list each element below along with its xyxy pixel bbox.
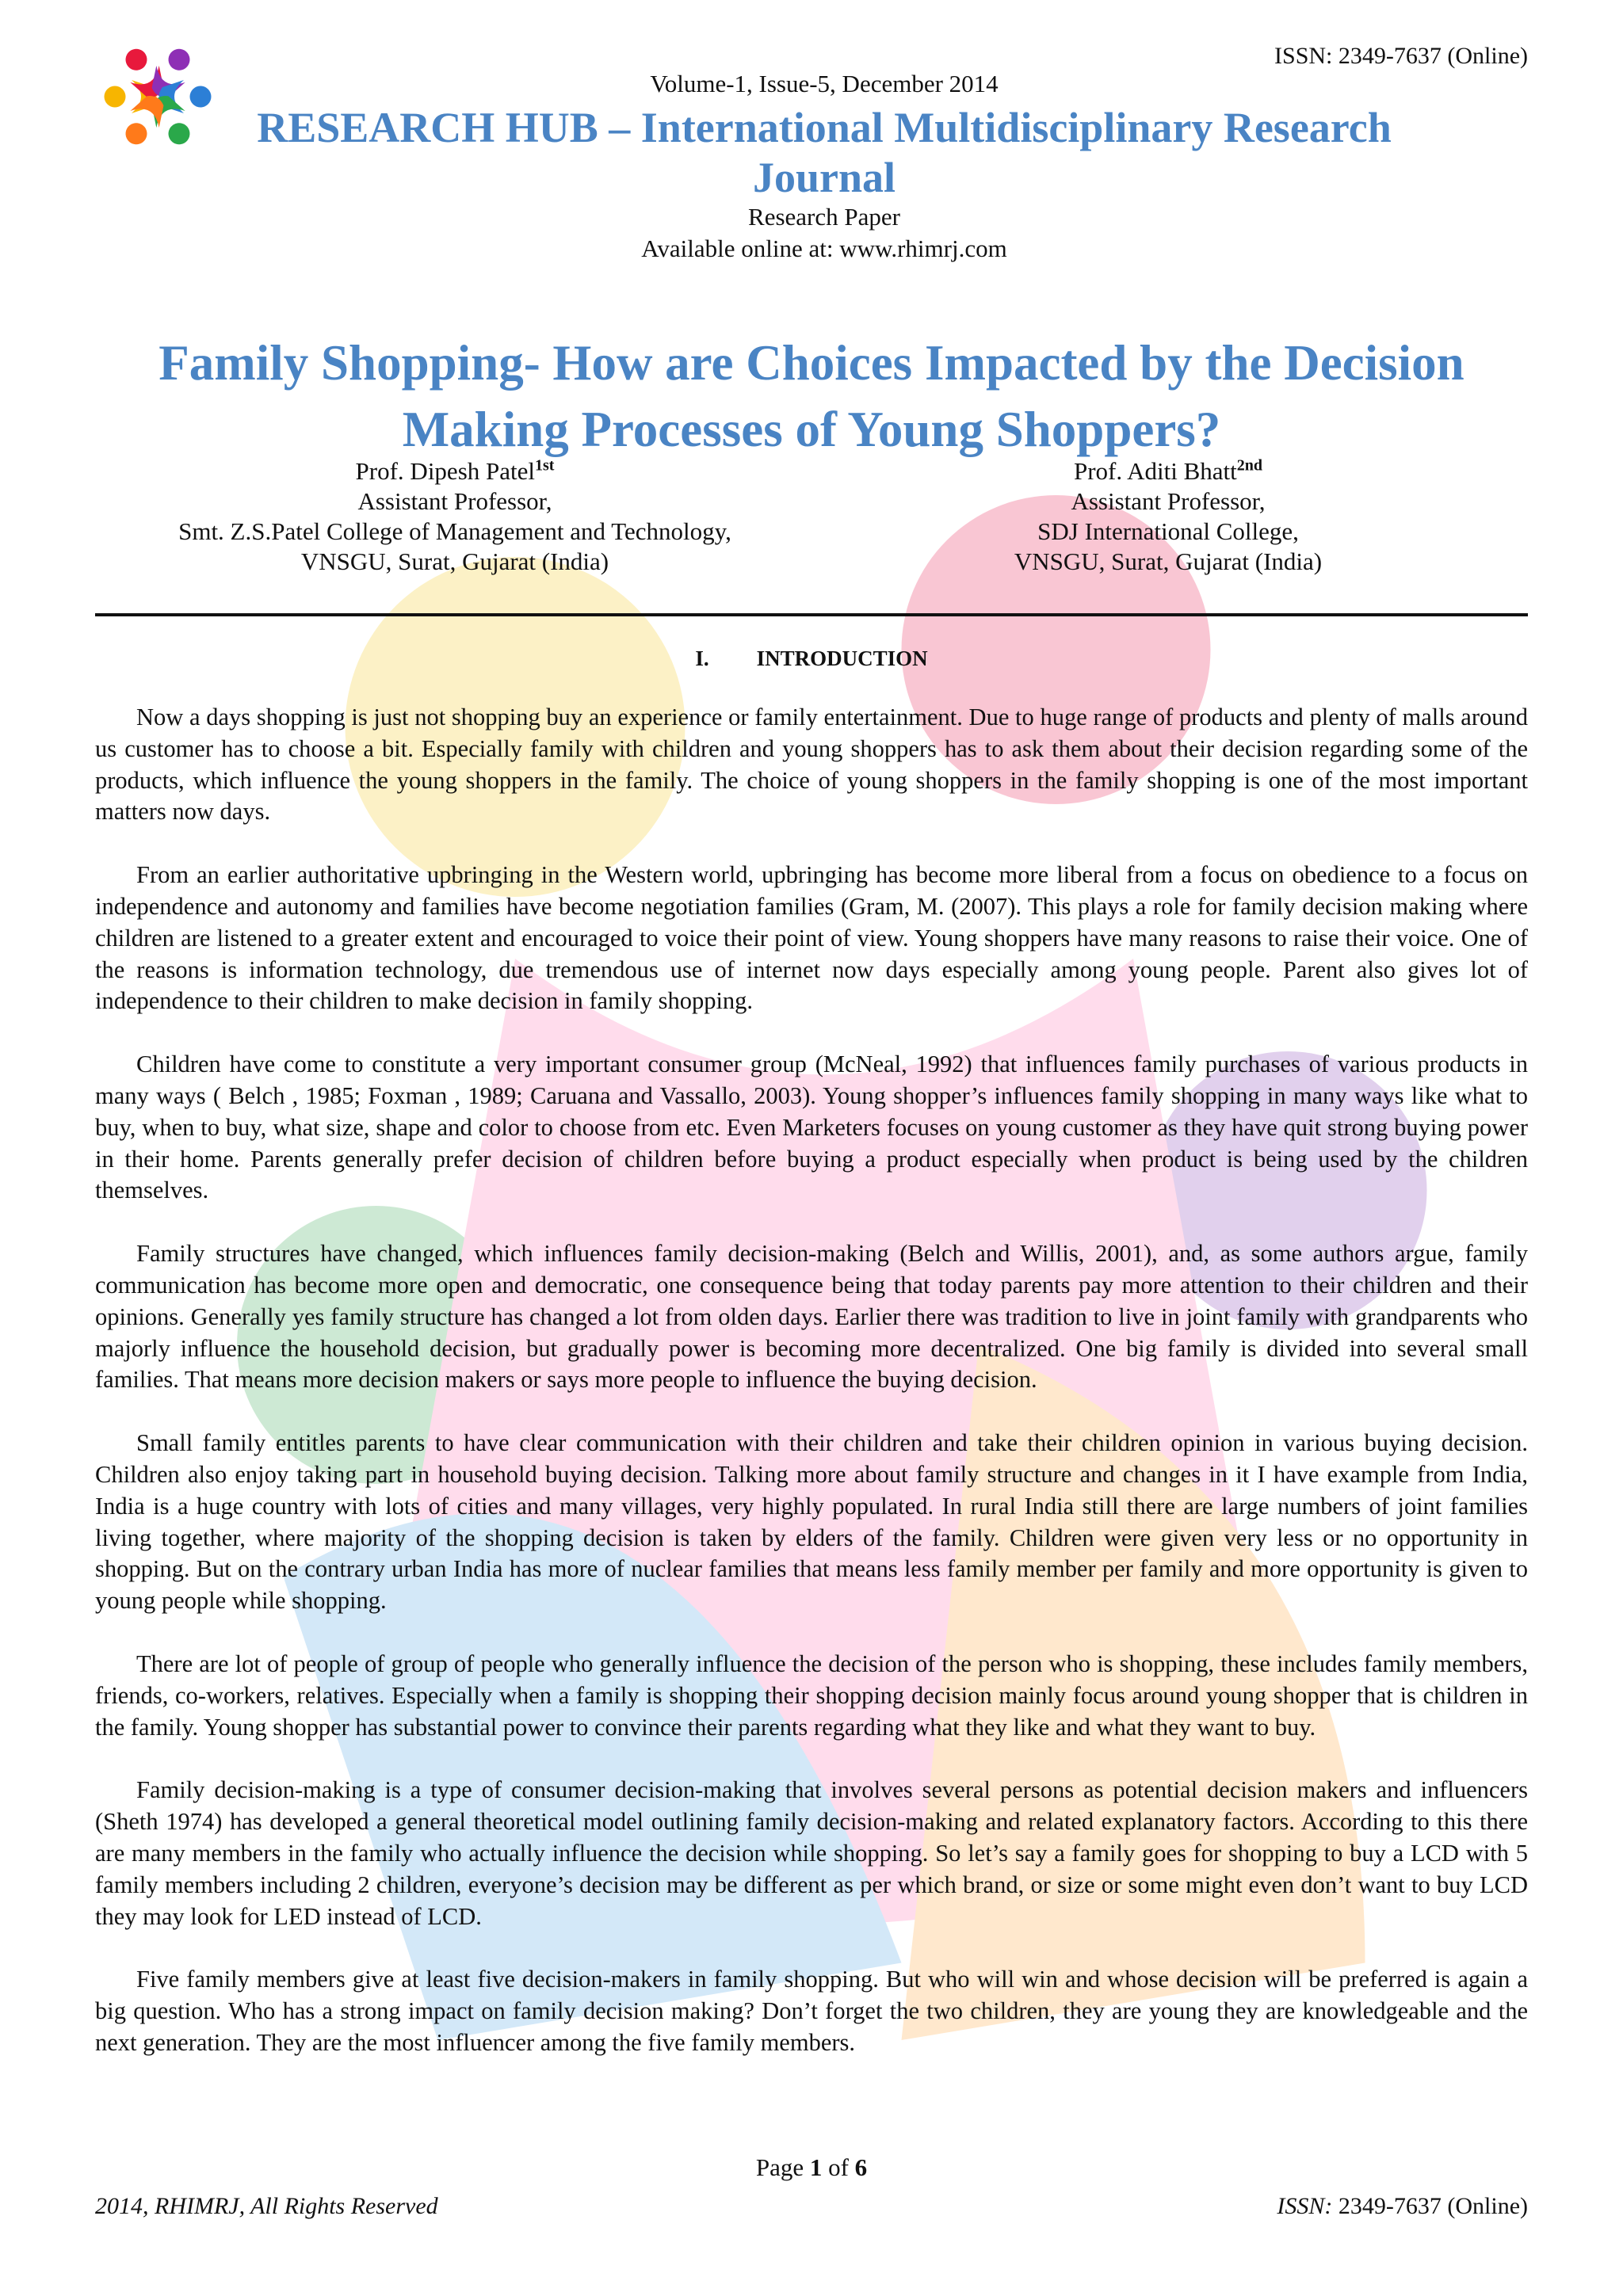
footer-issn-value: 2349-7637 (Online) (1338, 2193, 1528, 2219)
header-divider (95, 613, 1528, 616)
paragraph: Family structures have changed, which influences family decision-making (Belch and Willis, 2001), and, as some authors argue, family communication has become more open and democratic, one consequence being that today parents pay more attention to their children and their opinions. Generally yes family structure has changed a lot from olden days. Earlier there was tradition to live in joint family with grandparents who majorly influence the household decision, but gradually power is becoming more decentralized. One big family is divided into several small families. That means more decision makers or says more people to influence the buying decision. (95, 1240, 1528, 1394)
available-online: Available online at: www.rhimrj.com (641, 235, 1007, 262)
paper-type: Research Paper (748, 203, 900, 231)
paragraph: Small family entitles parents to have clear communication with their children and take their children opinion in various buying decision. Children also enjoy taking part in household buying decision. Talking more about family structure and changes in it I have example from India, India is a huge country with lots of cities and many villages, very highly populated. In rural India still there are large numbers of joint families living together, where majority of the shopping decision is taken by elders of the family. Children were given very less or no opportunity in shopping. But on the contrary urban India has more of nuclear families that means less family member per family and more opportunity is given to young people while shopping. (95, 1429, 1528, 1615)
page-word: Page (755, 2153, 804, 2181)
paragraph: Family decision-making is a type of consumer decision-making that involves several persons as potential decision makers and influencers (Sheth 1974) has developed a general theoretical model outlining family decision-making and related explanatory factors. According to this there are many members in the family who actually influence the decision while shopping. So let’s say a family goes for shopping to buy a LCD with 5 family members including 2 children, everyone’s decision may be different as per which brand, or size or some might even don’t want to buy LCD they may look for LED instead of LCD. (95, 1776, 1528, 1930)
page-of: of (828, 2153, 849, 2181)
paragraph: Now a days shopping is just not shopping buy an experience or family entertainment. Due to huge range of products and plenty of malls around us customer has to choose a bit. Especially family with children and young shoppers has to ask them about their decision regarding some of the products, which influence the young shoppers in the family. The choice of young shoppers in the family shopping is one of the most important matters now days. (95, 704, 1528, 826)
journal-name: RESEARCH HUB – International Multidisciplinary Research Journal (257, 104, 1392, 201)
author-name: Prof. Dipesh Patel (355, 457, 535, 485)
author-block-1 (114, 456, 796, 577)
journal-logo-icon (94, 35, 222, 154)
body-text (95, 702, 1528, 2091)
footer-issn-label: ISSN: (1277, 2193, 1333, 2219)
author-name-line (114, 456, 796, 486)
paragraph: Five family members give at least five decision-makers in family shopping. But who will win and whose decision will be preferred is again a big question. Who has a strong impact on family decision making? Don’t forget the two children, they are young they are knowledgeable and the next generation. They are the most influencer among the five family members. (95, 1966, 1528, 2056)
section-number: I. (695, 646, 709, 670)
paper-title: Family Shopping- How are Choices Impacted by the Decision Making Processes of Young Shoppers? (158, 335, 1465, 458)
volume-issue: Volume-1, Issue-5, December 2014 (650, 70, 999, 97)
paragraph: Children have come to constitute a very important consumer group (McNeal, 1992) that influences family purchases of various products in many ways ( Belch , 1985; Foxman , 1989; Caruana and Vassallo, 2003). Young shopper’s influences family shopping in many ways like what to buy, when to buy, what size, shape and color to choose from etc. Even Marketers focuses on young customer as they have quit strong buying power in their home. Parents generally prefer decision of children before buying a product especially when product is being used by the children themselves. (95, 1051, 1528, 1204)
author-location: VNSGU, Surat, Gujarat (India) (1014, 547, 1323, 575)
author-position: Assistant Professor, (357, 487, 552, 515)
issn-header: ISSN: 2349-7637 (Online) (1274, 43, 1528, 69)
page-current: 1 (809, 2153, 823, 2181)
author-position: Assistant Professor, (1071, 487, 1266, 515)
author-name: Prof. Aditi Bhatt (1073, 457, 1237, 485)
author-name-line (827, 456, 1509, 486)
paragraph: There are lot of people of group of people who generally influence the decision of the person who is shopping, these includes family members, friends, co-workers, relatives. Especially when a family is shopping their shopping decision mainly focus around young shopper that is children in the family. Young shopper has substantial power to convince their parents regarding what they like and what they want to buy. (95, 1650, 1528, 1741)
page-number (0, 2153, 1623, 2182)
author-institution: SDJ International College, (1037, 517, 1299, 545)
author-order: 1st (535, 456, 555, 475)
paragraph: From an earlier authoritative upbringing in the Western world, upbringing has become more liberal from a focus on obedience to a focus on independence and autonomy and families have become negotiation families (Gram, M. (2007). This plays a role for family decision making where children are listened to a greater extent and encouraged to voice their point of view. Young shoppers have many reasons to raise their voice. One of the reasons is information technology, due tremendous use of internet now days especially among young people. Parent also gives lot of independence to their children to make decision in family shopping. (95, 861, 1528, 1015)
author-institution: Smt. Z.S.Patel College of Management and Technology, (178, 517, 731, 545)
page-total: 6 (854, 2153, 868, 2181)
footer-rights: 2014, RHIMRJ, All Rights Reserved (95, 2193, 438, 2219)
author-location: VNSGU, Surat, Gujarat (India) (300, 547, 609, 575)
section-title: INTRODUCTION (756, 646, 928, 670)
author-order: 2nd (1236, 456, 1263, 475)
section-heading (95, 646, 1528, 671)
footer-issn (1277, 2193, 1528, 2220)
author-block-2 (827, 456, 1509, 577)
